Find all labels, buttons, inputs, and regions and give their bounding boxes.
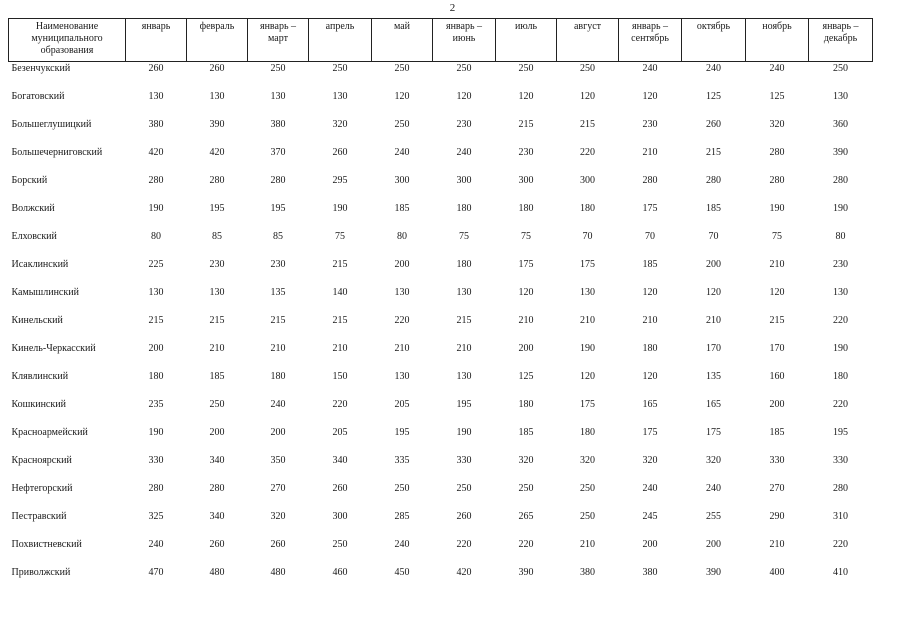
value-cell: 210 [394,343,410,354]
table-header-row [9,19,873,62]
value-cell: 210 [456,343,472,354]
value-cell: 210 [642,147,658,158]
column-header-january-june: январь – июнь [433,19,496,62]
value-cell: 125 [769,91,785,102]
municipality-name-cell: Нефтегорский [11,483,73,494]
value-cell: 210 [209,343,225,354]
value-cell: 180 [518,399,534,410]
value-cell: 220 [332,399,348,410]
table-row [9,62,873,92]
table-row [9,567,873,595]
municipality-name-cell: Красноярский [11,455,72,466]
value-cell: 350 [270,455,286,466]
value-cell: 260 [332,483,348,494]
table-row [9,511,873,539]
value-cell: 270 [270,483,286,494]
municipality-name-cell: Большечерниговский [11,147,103,158]
value-cell: 200 [706,259,721,270]
value-cell: 250 [332,539,348,550]
value-cell: 185 [209,371,225,382]
value-cell: 175 [518,259,534,270]
value-cell: 320 [270,511,286,522]
value-cell: 340 [209,455,225,466]
table-row [9,539,873,567]
municipality-name-cell: Борский [11,175,48,186]
value-cell: 120 [642,371,658,382]
value-cell: 215 [518,119,534,130]
value-cell: 260 [270,539,286,550]
value-cell: 310 [833,511,848,522]
value-cell: 280 [642,175,658,186]
value-cell: 250 [456,483,472,494]
table-row [9,231,873,259]
table-row [9,371,873,399]
value-cell: 215 [332,259,348,270]
value-cell: 330 [833,455,848,466]
column-header-february: февраль [187,19,248,62]
value-cell: 130 [394,287,410,298]
value-cell: 470 [148,567,164,578]
column-header-january-september: январь – сентябрь [619,19,682,62]
municipality-name-cell: Кошкинский [11,399,66,410]
value-cell: 240 [769,63,785,74]
value-cell: 270 [769,483,785,494]
value-cell: 185 [394,203,410,214]
value-cell: 130 [209,287,225,298]
value-cell: 185 [706,203,721,214]
value-cell: 70 [582,231,593,242]
value-cell: 450 [394,567,410,578]
value-cell: 335 [394,455,410,466]
value-cell: 120 [580,91,595,102]
value-cell: 175 [580,399,595,410]
value-cell: 290 [769,511,785,522]
value-cell: 135 [706,371,721,382]
value-cell: 130 [833,91,848,102]
value-cell: 320 [518,455,534,466]
value-cell: 200 [209,427,225,438]
value-cell: 260 [332,147,348,158]
value-cell: 210 [332,343,348,354]
value-cell: 260 [456,511,472,522]
value-cell: 130 [580,287,595,298]
value-cell: 180 [456,203,472,214]
value-cell: 220 [833,315,848,326]
value-cell: 250 [580,483,595,494]
value-cell: 180 [518,203,534,214]
value-cell: 195 [394,427,410,438]
value-cell: 200 [642,539,658,550]
value-cell: 125 [706,91,721,102]
column-header-municipality: Наименование муниципального образования [9,19,126,62]
value-cell: 125 [518,371,534,382]
table-row [9,315,873,343]
value-cell: 280 [148,483,164,494]
value-cell: 215 [769,315,785,326]
value-cell: 215 [148,315,164,326]
column-header-january: январь [126,19,187,62]
value-cell: 190 [833,343,848,354]
value-cell: 240 [148,539,164,550]
value-cell: 215 [209,315,225,326]
value-cell: 130 [833,287,848,298]
value-cell: 130 [209,91,225,102]
value-cell: 380 [580,567,595,578]
column-header-april: апрель [309,19,372,62]
value-cell: 240 [642,483,658,494]
value-cell: 240 [642,63,658,74]
value-cell: 410 [833,567,848,578]
value-cell: 195 [456,399,472,410]
page-number: 2 [449,2,456,14]
value-cell: 130 [270,91,286,102]
value-cell: 190 [769,203,785,214]
value-cell: 370 [270,147,286,158]
table-row [9,287,873,315]
value-cell: 190 [148,203,164,214]
value-cell: 250 [456,63,472,74]
value-cell: 250 [270,63,286,74]
value-cell: 85 [273,231,283,242]
value-cell: 240 [394,147,410,158]
value-cell: 235 [148,399,164,410]
value-cell: 165 [642,399,658,410]
value-cell: 240 [270,399,286,410]
value-cell: 190 [148,427,164,438]
value-cell: 165 [706,399,721,410]
value-cell: 390 [833,147,848,158]
value-cell: 185 [518,427,534,438]
value-cell: 250 [394,483,410,494]
value-cell: 320 [769,119,785,130]
value-cell: 130 [456,287,472,298]
value-cell: 250 [518,63,534,74]
value-cell: 230 [456,119,472,130]
value-cell: 195 [270,203,286,214]
value-cell: 185 [769,427,785,438]
value-cell: 120 [580,371,595,382]
value-cell: 280 [833,175,848,186]
table-row [9,259,873,287]
value-cell: 130 [148,287,164,298]
value-cell: 300 [456,175,472,186]
value-cell: 280 [769,147,785,158]
column-header-november: ноябрь [746,19,809,62]
municipality-name-cell: Исаклинский [11,259,69,270]
municipality-name-cell: Похвистневский [11,539,82,550]
value-cell: 170 [769,343,785,354]
value-cell: 230 [642,119,658,130]
value-cell: 480 [209,567,225,578]
municipality-name-cell: Богатовский [11,91,65,102]
value-cell: 195 [833,427,848,438]
value-cell: 480 [270,567,286,578]
value-cell: 170 [706,343,721,354]
table-row [9,119,873,147]
municipality-name-cell: Елховский [11,231,57,242]
column-header-august: август [557,19,619,62]
value-cell: 180 [642,343,658,354]
municipality-name-cell: Красноармейский [11,427,88,438]
value-cell: 210 [706,315,721,326]
value-cell: 340 [209,511,225,522]
value-cell: 320 [706,455,721,466]
value-cell: 260 [209,539,225,550]
value-cell: 300 [518,175,534,186]
column-header-january-december: январь – декабрь [809,19,873,62]
value-cell: 325 [148,511,164,522]
table-row [9,91,873,119]
column-header-may: май [372,19,433,62]
value-cell: 215 [270,315,286,326]
value-cell: 180 [148,371,164,382]
value-cell: 240 [456,147,472,158]
value-cell: 390 [706,567,721,578]
table-row [9,455,873,483]
value-cell: 180 [270,371,286,382]
value-cell: 340 [332,455,348,466]
value-cell: 70 [645,231,655,242]
value-cell: 330 [769,455,785,466]
value-cell: 250 [209,399,225,410]
value-cell: 320 [580,455,595,466]
value-cell: 200 [518,343,534,354]
value-cell: 330 [148,455,164,466]
municipality-name-cell: Приволжский [11,567,71,578]
value-cell: 75 [335,231,345,242]
value-cell: 190 [332,203,348,214]
value-cell: 190 [456,427,472,438]
value-cell: 260 [148,63,164,74]
value-cell: 220 [456,539,472,550]
value-cell: 215 [332,315,348,326]
value-cell: 130 [394,371,410,382]
value-cell: 160 [769,371,785,382]
value-cell: 135 [270,287,286,298]
value-cell: 70 [708,231,719,242]
value-cell: 285 [394,511,410,522]
value-cell: 280 [706,175,721,186]
table-row [9,343,873,371]
value-cell: 210 [769,539,785,550]
value-cell: 120 [456,91,472,102]
value-cell: 210 [270,343,286,354]
value-cell: 120 [518,287,534,298]
value-cell: 175 [580,259,595,270]
value-cell: 210 [580,315,595,326]
value-cell: 175 [642,427,658,438]
value-cell: 250 [833,63,848,74]
value-cell: 200 [270,427,286,438]
municipality-name-cell: Волжский [11,203,55,214]
value-cell: 120 [769,287,785,298]
value-cell: 295 [332,175,348,186]
value-cell: 380 [642,567,658,578]
value-cell: 230 [518,147,534,158]
value-cell: 120 [642,287,658,298]
value-cell: 175 [706,427,721,438]
table-row [9,175,873,203]
value-cell: 180 [833,371,848,382]
value-cell: 300 [332,511,348,522]
value-cell: 280 [209,483,225,494]
municipality-name-cell: Кинельский [11,315,63,326]
municipality-name-cell: Большеглушицкий [11,119,92,130]
value-cell: 80 [151,231,161,242]
value-cell: 250 [580,63,595,74]
value-cell: 400 [769,567,785,578]
value-cell: 300 [580,175,595,186]
value-cell: 230 [833,259,848,270]
value-cell: 120 [518,91,534,102]
value-cell: 130 [456,371,472,382]
municipality-name-cell: Безенчукский [11,63,71,74]
value-cell: 120 [642,91,658,102]
value-cell: 80 [397,231,407,242]
value-cell: 175 [642,203,658,214]
value-cell: 420 [209,147,225,158]
value-cell: 190 [580,343,595,354]
value-cell: 250 [518,483,534,494]
value-cell: 245 [642,511,658,522]
value-cell: 205 [332,427,348,438]
value-cell: 240 [706,483,721,494]
value-cell: 85 [212,231,222,242]
table-row [9,203,873,231]
value-cell: 75 [459,231,469,242]
value-cell: 265 [518,511,534,522]
value-cell: 390 [518,567,534,578]
value-cell: 360 [833,119,848,130]
value-cell: 185 [642,259,658,270]
value-cell: 380 [148,119,164,130]
value-cell: 240 [394,539,410,550]
value-cell: 300 [394,175,410,186]
table-row [9,147,873,175]
value-cell: 420 [148,147,164,158]
value-cell: 220 [833,399,848,410]
value-cell: 220 [394,315,410,326]
value-cell: 330 [456,455,472,466]
value-cell: 240 [706,63,721,74]
value-cell: 280 [270,175,286,186]
value-cell: 80 [835,231,846,242]
value-cell: 140 [332,287,348,298]
value-cell: 260 [209,63,225,74]
value-cell: 200 [706,539,721,550]
value-cell: 215 [706,147,721,158]
value-cell: 210 [769,259,785,270]
value-cell: 280 [209,175,225,186]
table-row [9,399,873,427]
value-cell: 215 [580,119,595,130]
value-cell: 390 [209,119,225,130]
value-cell: 180 [580,203,595,214]
value-cell: 180 [580,427,595,438]
value-cell: 75 [521,231,531,242]
value-cell: 280 [769,175,785,186]
table-body [9,62,873,596]
value-cell: 130 [332,91,348,102]
value-cell: 250 [332,63,348,74]
value-cell: 210 [642,315,658,326]
municipality-name-cell: Камышлинский [11,287,79,298]
column-header-october: октябрь [682,19,746,62]
value-cell: 250 [394,63,410,74]
value-cell: 320 [332,119,348,130]
value-cell: 190 [833,203,848,214]
value-cell: 120 [394,91,410,102]
value-cell: 195 [209,203,225,214]
value-cell: 460 [332,567,348,578]
value-cell: 120 [706,287,721,298]
value-cell: 250 [580,511,595,522]
value-cell: 380 [270,119,286,130]
value-cell: 215 [456,315,472,326]
value-cell: 200 [394,259,410,270]
value-cell: 180 [456,259,472,270]
value-cell: 75 [772,231,782,242]
table-row [9,427,873,455]
value-cell: 220 [580,147,595,158]
value-cell: 260 [706,119,721,130]
value-cell: 130 [148,91,164,102]
municipality-name-cell: Кинель-Черкасский [11,343,96,354]
value-cell: 420 [456,567,472,578]
value-cell: 280 [833,483,848,494]
value-cell: 225 [148,259,164,270]
value-cell: 230 [270,259,286,270]
value-cell: 150 [332,371,348,382]
table-row [9,483,873,511]
municipal-data-table [8,18,873,595]
value-cell: 205 [394,399,410,410]
value-cell: 210 [518,315,534,326]
value-cell: 320 [642,455,658,466]
municipality-name-cell: Пестравский [11,511,67,522]
column-header-january-march: январь – март [248,19,309,62]
column-header-july: июль [496,19,557,62]
value-cell: 220 [518,539,534,550]
municipality-name-cell: Клявлинский [11,371,69,382]
value-cell: 200 [148,343,164,354]
value-cell: 220 [833,539,848,550]
value-cell: 255 [706,511,721,522]
value-cell: 200 [769,399,785,410]
value-cell: 230 [209,259,225,270]
value-cell: 210 [580,539,595,550]
value-cell: 250 [394,119,410,130]
value-cell: 280 [148,175,164,186]
